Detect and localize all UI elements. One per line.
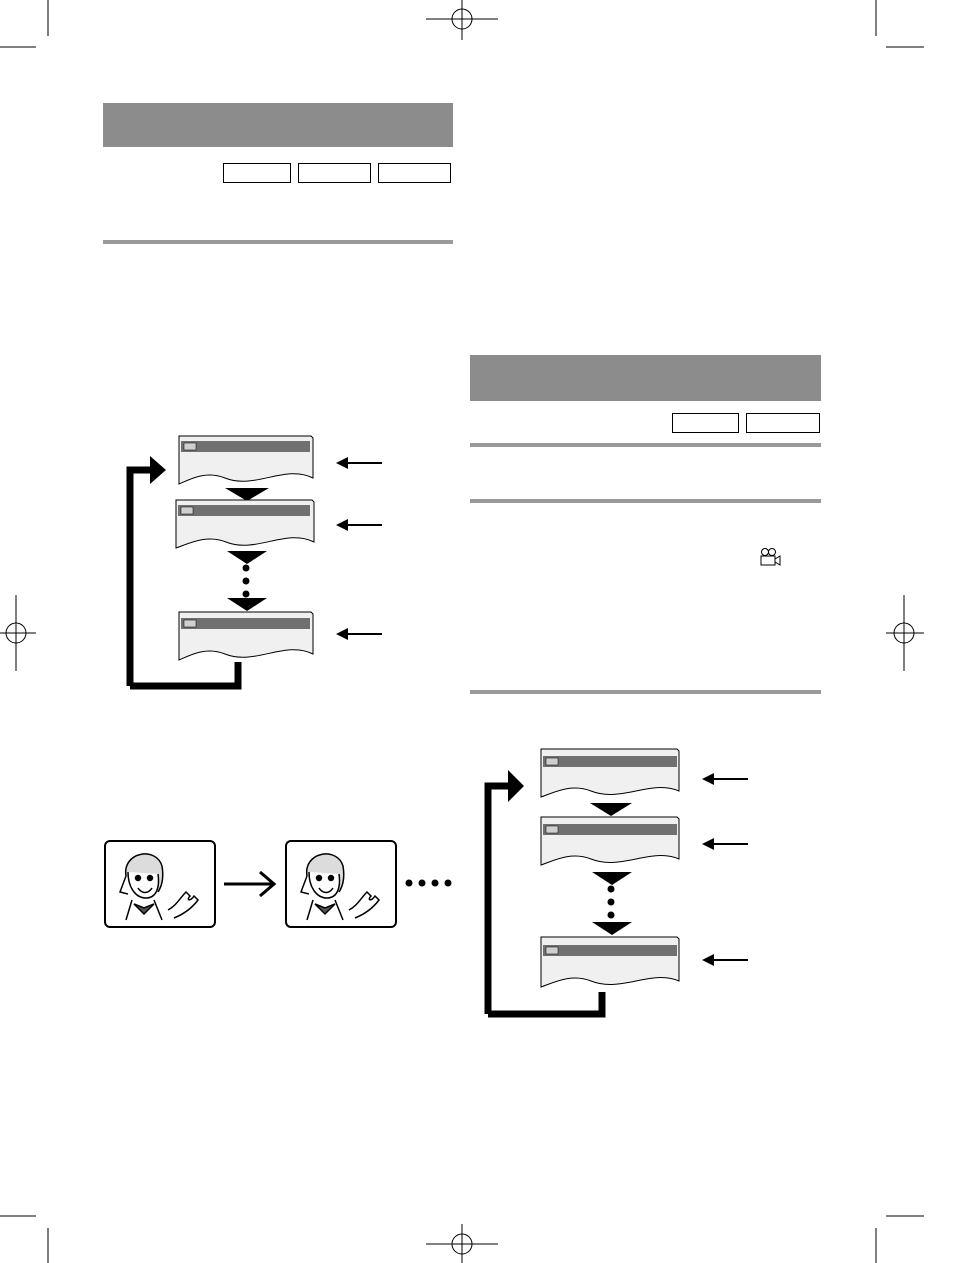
angle-screen — [537, 815, 687, 879]
left-section-header — [103, 103, 453, 147]
ellipsis-icon — [240, 564, 252, 600]
girl-waving-illustration — [106, 842, 214, 926]
angle-thumbnail — [104, 840, 216, 928]
camera-angle-icon — [758, 547, 782, 567]
pointer-arrow-icon — [702, 836, 750, 852]
angle-thumbnail — [285, 840, 397, 928]
left-divider — [103, 240, 453, 244]
angle-screen — [537, 747, 687, 811]
disc-badge — [223, 163, 291, 183]
menu-screen — [175, 610, 325, 674]
disc-badge — [746, 413, 820, 433]
pointer-arrow-icon — [336, 455, 384, 471]
registration-mark-icon — [426, 1222, 498, 1263]
girl-waving-illustration — [287, 842, 395, 926]
right-divider-2 — [470, 499, 821, 503]
pointer-arrow-icon — [702, 952, 750, 968]
right-divider-1 — [470, 443, 821, 447]
disc-badge — [298, 163, 371, 183]
angle-screen — [537, 935, 687, 999]
disc-badge — [378, 163, 451, 183]
ellipsis-icon — [605, 884, 617, 922]
right-divider-3 — [470, 690, 821, 694]
right-section-header — [470, 355, 821, 401]
pointer-arrow-icon — [336, 517, 384, 533]
registration-mark-icon — [0, 595, 40, 671]
pointer-arrow-icon — [702, 771, 750, 787]
down-arrow-icon — [227, 551, 267, 565]
down-arrow-icon — [592, 922, 632, 936]
disc-badge — [672, 413, 739, 433]
pointer-arrow-icon — [336, 626, 384, 642]
ellipsis-icon — [404, 877, 456, 889]
registration-mark-icon — [884, 595, 924, 671]
registration-mark-icon — [426, 0, 498, 44]
arrow-icon — [222, 868, 278, 900]
